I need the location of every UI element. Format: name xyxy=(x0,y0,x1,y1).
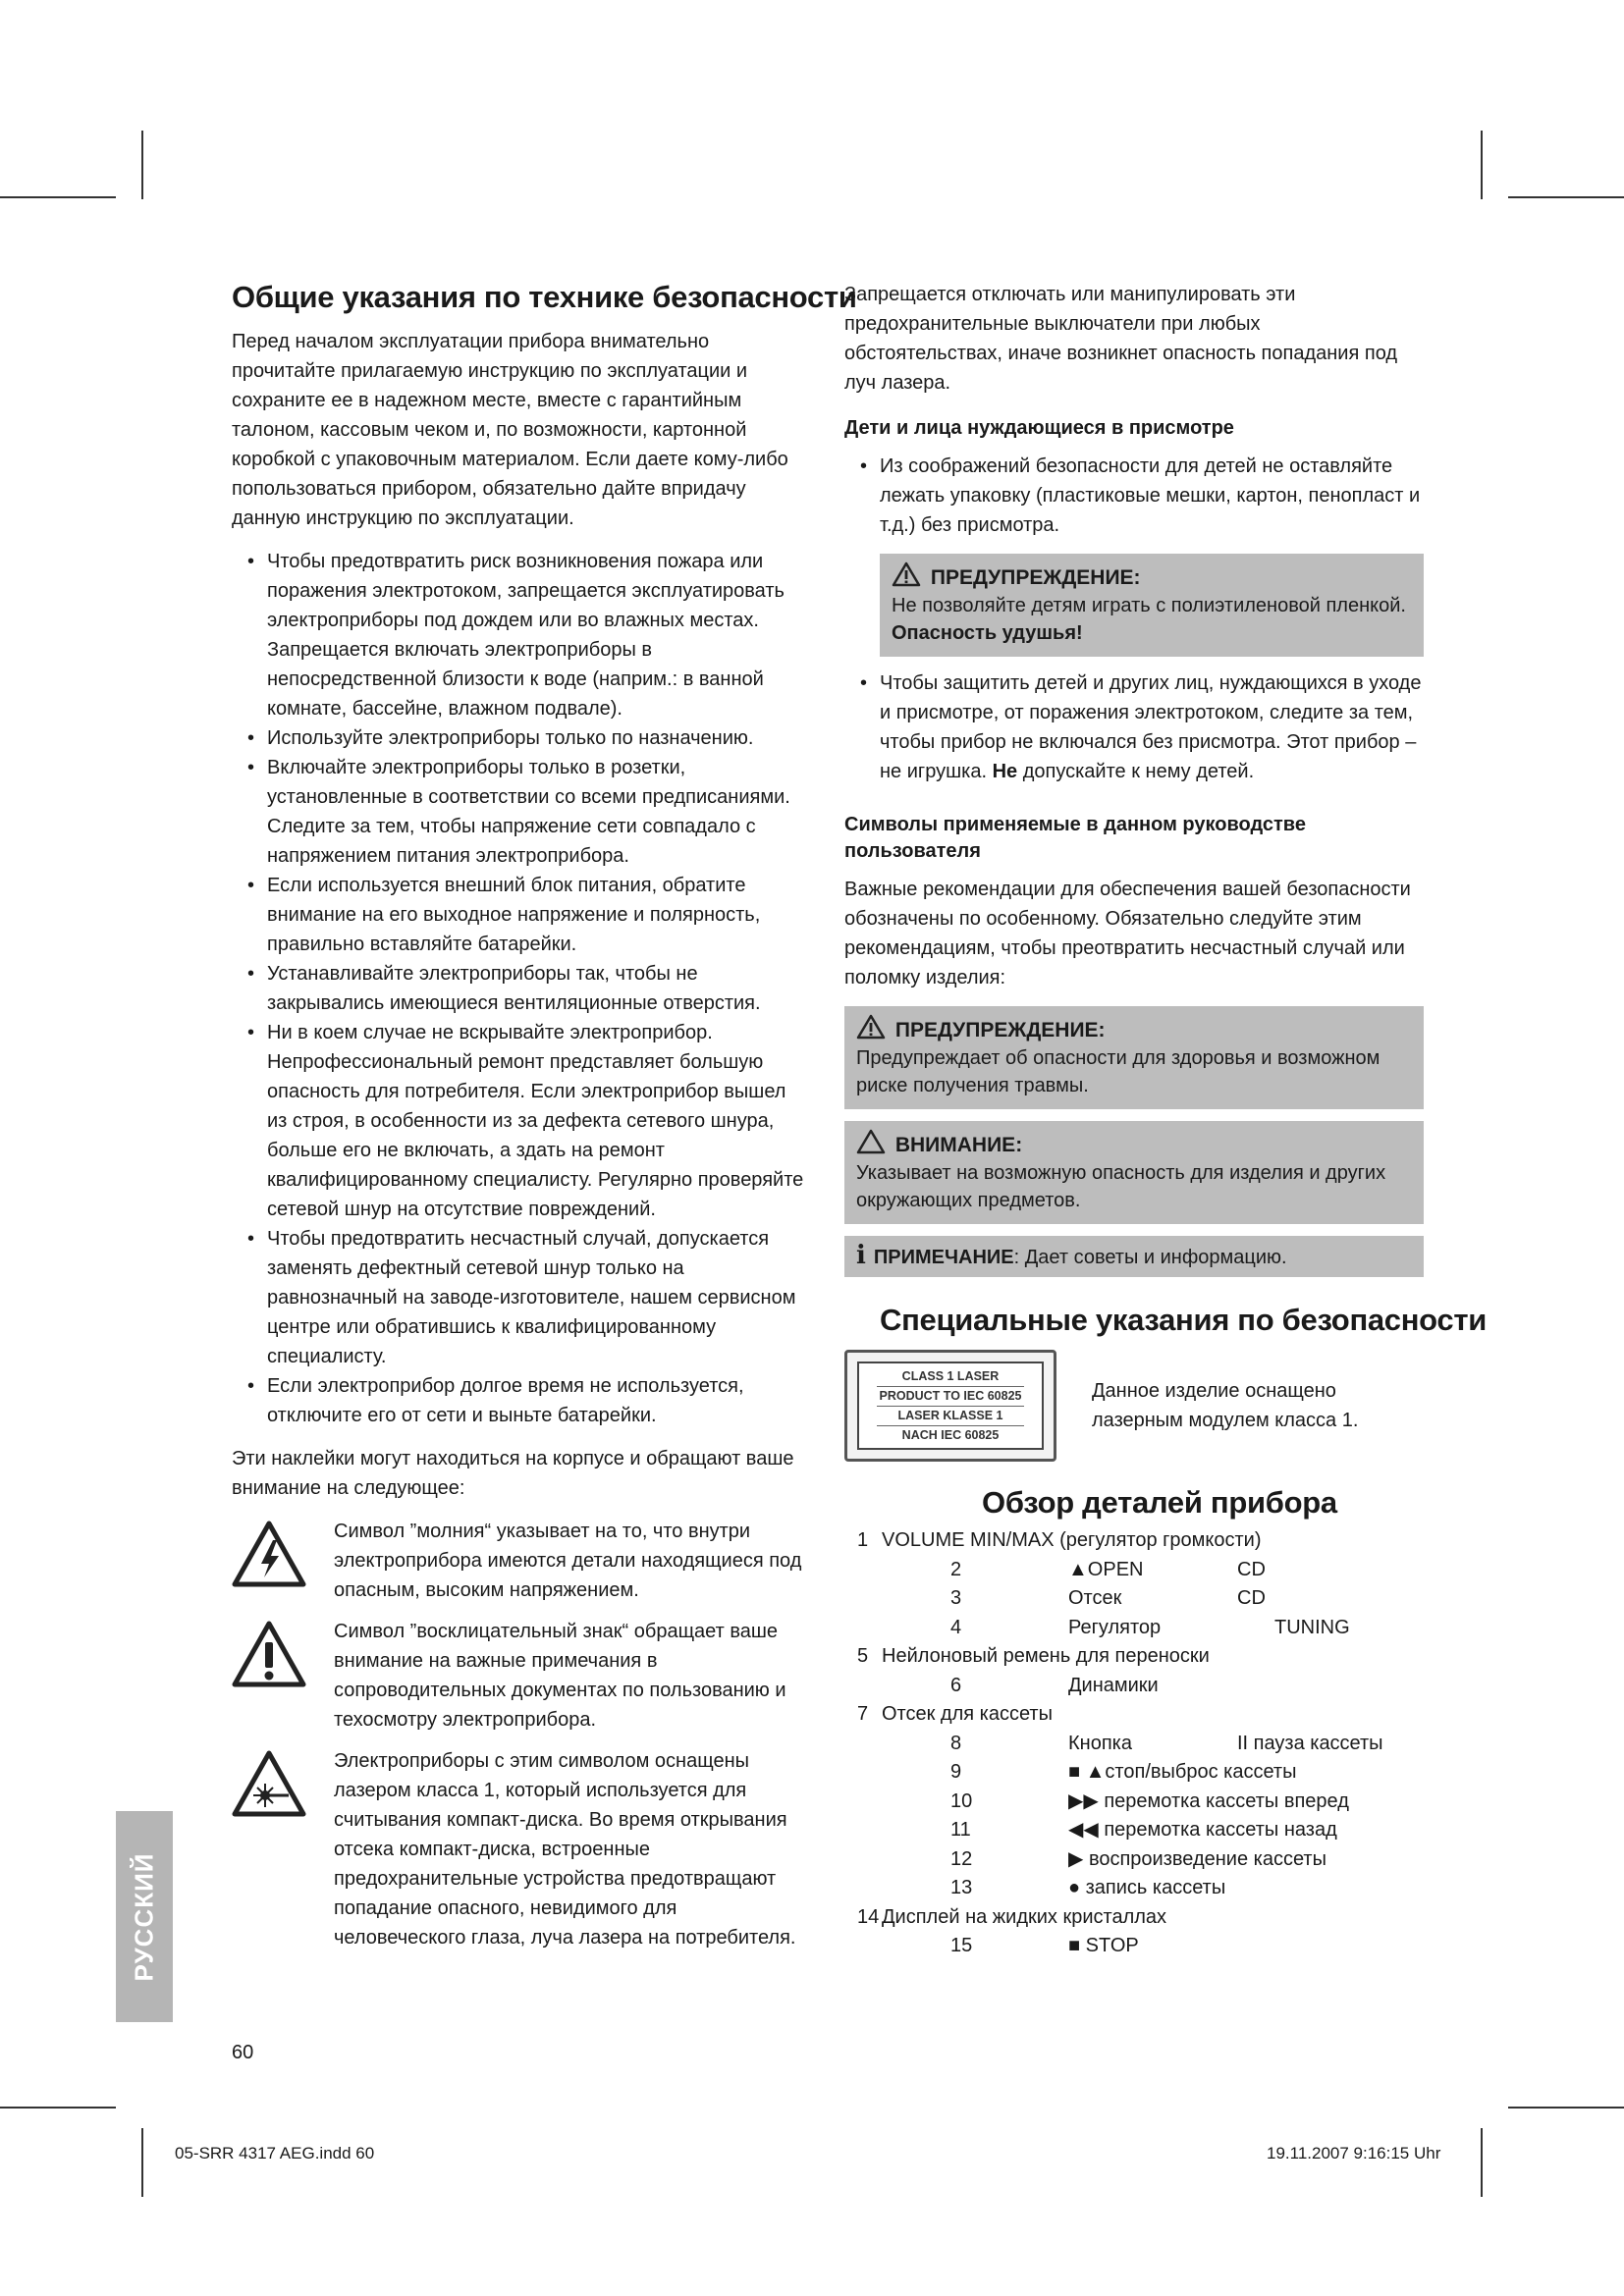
safety-bullet: • Если используется внешний блок питания, обратите внимание на его выходное напряжение и полярность, правильно вставляйте батарейки. xyxy=(232,871,811,959)
part-number: 11 xyxy=(950,1819,971,1841)
section-title-special-safety: Специальные указания по безопасности xyxy=(880,1303,1487,1337)
note-text: : Дает советы и информацию. xyxy=(1013,1247,1287,1268)
symbol-exclamation-text: Символ ”восклицательный знак“ обращает ваше внимание на важные примечания в сопроводительных документах по пользованию и техосмотру электроприбора. xyxy=(334,1621,786,1731)
safety-bullet: • Устанавливайте электроприборы так, чтобы не закрывались имеющиеся вентиляционные отверстия. xyxy=(232,959,811,1018)
parts-list-item xyxy=(844,1903,1424,1933)
part-number: 13 xyxy=(950,1877,973,1898)
part-label: ▶▶ перемотка кассеты вперед xyxy=(1068,1789,1349,1812)
safety-bullet: • Включайте электроприборы только в розетки, установленные в соответствии со всеми предписаниями. Следите за тем, чтобы напряжение сети совпадало с напряжением питания электроприбора. xyxy=(232,753,811,871)
left-column xyxy=(232,280,857,1964)
caution-text: Указывает на возможную опасность для изделия и других окружающих предметов. xyxy=(856,1162,1386,1211)
safety-bullet: • Чтобы предотвратить риск возникновения пожара или поражения электротоком, запрещается эксплуатировать электроприборы под дождем или во влажных местах. Запрещается включать электроприборы в непосредственной близости к воде (наприм.: в ванной комнате, бассейне, влажном подвале). xyxy=(232,547,811,723)
part-number: 8 xyxy=(950,1732,962,1754)
children-bullet-list xyxy=(844,452,1424,540)
stickers-intro: Эти наклейки могут находиться на корпусе и обращают ваше внимание на следующее: xyxy=(232,1448,794,1499)
info-icon: i xyxy=(856,1241,866,1270)
part-detail: CD xyxy=(1237,1587,1266,1609)
footer-timestamp: 19.11.2007 9:16:15 Uhr xyxy=(1267,2144,1441,2163)
part-label: Отсек для кассеты xyxy=(882,1703,1053,1725)
part-label: Кнопка xyxy=(1068,1732,1132,1754)
parts-list-item xyxy=(844,1614,1424,1643)
part-label: Дисплей на жидких кристаллах xyxy=(882,1905,1167,1928)
section-title-general-safety: Общие указания по технике безопасности xyxy=(232,280,857,314)
children-bullet: • Чтобы защитить детей и других лиц, нуждающихся в уходе и присмотре, от поражения электротоком, следите за тем, чтобы прибор не включался без присмотра. Этот прибор – не игрушка. Не допускайте к нему детей. xyxy=(844,668,1424,786)
parts-list-item xyxy=(844,1730,1424,1759)
laser-warning-icon xyxy=(232,1746,334,1822)
language-tab: РУССКИЙ xyxy=(116,1811,173,2022)
warning-text: Не позволяйте детям играть с полиэтиленовой пленкой. xyxy=(892,595,1406,616)
parts-list-item xyxy=(844,1526,1424,1556)
parts-list-item xyxy=(844,1672,1424,1701)
safety-bullet: • Если электроприбор долгое время не используется, отключите его от сети и выньте батарейки. xyxy=(232,1371,811,1430)
warning-box-suffocation xyxy=(880,554,1424,657)
symbols-paragraph: Важные рекомендации для обеспечения вашей безопасности обозначены по особенному. Обязательно следуйте этим рекомендациям, чтобы преотвратить несчастный случай или поломку изделия: xyxy=(844,879,1411,988)
caution-title: ВНИМАНИЕ: xyxy=(894,1134,1023,1156)
symbol-laser-row xyxy=(232,1746,811,1952)
children-bullet: • Из соображений безопасности для детей не оставляйте лежать упаковку (пластиковые мешки, картон, пенопласт и т.д.) без присмотра. xyxy=(844,452,1424,540)
safety-bullet: • Используйте электроприборы только по назначению. xyxy=(232,723,811,753)
parts-list-item xyxy=(844,1642,1424,1672)
crop-mark xyxy=(1508,196,1624,198)
part-label: ▶ воспроизведение кассеты xyxy=(1068,1847,1326,1870)
parts-list-item xyxy=(844,1758,1424,1788)
children-bullet-list-2 xyxy=(844,668,1424,786)
part-number: 14 xyxy=(857,1905,880,1928)
parts-list-item xyxy=(844,1584,1424,1614)
part-label: ▲OPEN xyxy=(1068,1558,1144,1580)
parts-list-item xyxy=(844,1816,1424,1845)
part-label: VOLUME MIN/MAX (регулятор громкости) xyxy=(882,1529,1262,1551)
safety-bullet-list xyxy=(232,547,811,1430)
safety-bullet: • Ни в коем случае не вскрывайте электроприбор. Непрофессиональный ремонт представляет большую опасность для потребителя. Если электроприбор вышел из строя, в особенности из за дефекта сетевого шнура, больше его не включать, а здать на ремонт квалифицированному специалисту. Регулярно проверяйте сетевой шнур на отсутствие повреждений. xyxy=(232,1018,811,1224)
children-heading: Дети и лица нуждающиеся в присмотре xyxy=(844,417,1234,439)
part-number: 2 xyxy=(950,1558,962,1580)
parts-list-item xyxy=(844,1845,1424,1875)
warning-title: ПРЕДУПРЕЖДЕНИЕ: xyxy=(930,566,1141,589)
parts-list xyxy=(844,1526,1424,1961)
warning-triangle-icon xyxy=(856,1014,886,1040)
part-detail: TUNING xyxy=(1274,1616,1350,1638)
laser-class-label: CLASS 1 LASER PRODUCT TO IEC 60825 LASER KLASSE 1 NACH IEC 60825 xyxy=(844,1350,1056,1462)
laser-safety-switch-paragraph: Запрещается отключать или манипулировать эти предохранительные выключатели при любых обстоятельствах, иначе возникнет опасность попадания под луч лазера. xyxy=(844,284,1398,394)
crop-mark xyxy=(1481,2128,1483,2197)
warning-text: Предупреждает об опасности для здоровья и возможном риске получения травмы. xyxy=(856,1047,1380,1096)
parts-list-item xyxy=(844,1874,1424,1903)
part-label: ■ STOP xyxy=(1068,1935,1139,1956)
lightning-warning-icon xyxy=(232,1517,334,1592)
warning-title: ПРЕДУПРЕЖДЕНИЕ: xyxy=(894,1019,1106,1041)
crop-mark xyxy=(1481,131,1483,199)
part-number: 12 xyxy=(950,1847,973,1870)
symbols-heading: Символы применяемые в данном руководстве пользователя xyxy=(844,814,1306,862)
warning-triangle-icon xyxy=(892,561,921,587)
part-detail: CD xyxy=(1237,1558,1266,1580)
part-number: 15 xyxy=(950,1935,973,1956)
part-label: ● запись кассеты xyxy=(1068,1877,1226,1898)
crop-mark xyxy=(1508,2107,1624,2109)
note-title: ПРИМЕЧАНИЕ xyxy=(873,1247,1014,1268)
laser-class-text: Данное изделие оснащено лазерным модулем класса 1. xyxy=(1092,1380,1359,1431)
section-title-parts-overview: Обзор деталей прибора xyxy=(982,1485,1337,1520)
warning-box-health xyxy=(844,1006,1424,1109)
parts-list-item xyxy=(844,1700,1424,1730)
part-number: 5 xyxy=(857,1645,869,1667)
part-label: Отсек xyxy=(1068,1587,1122,1609)
warning-bold-text: Опасность удушья! xyxy=(892,622,1083,644)
parts-list-item xyxy=(844,1932,1424,1961)
footer-file-info: 05-SRR 4317 AEG.indd 60 xyxy=(175,2144,375,2163)
parts-list-item xyxy=(844,1788,1424,1817)
crop-mark xyxy=(0,196,116,198)
symbol-exclamation-row xyxy=(232,1617,811,1735)
crop-mark xyxy=(141,2128,143,2197)
exclamation-warning-icon xyxy=(232,1617,334,1692)
crop-mark xyxy=(0,2107,116,2109)
part-number: 10 xyxy=(950,1789,973,1812)
part-label: ◀◀ перемотка кассеты назад xyxy=(1068,1819,1337,1841)
part-label: Динамики xyxy=(1068,1674,1159,1696)
parts-list-item xyxy=(844,1556,1424,1585)
part-detail: II пауза кассеты xyxy=(1237,1732,1383,1754)
note-box xyxy=(844,1236,1424,1277)
laser-class-row xyxy=(844,1350,1424,1462)
right-column xyxy=(844,280,1487,1961)
part-label: Регулятор xyxy=(1068,1616,1162,1638)
intro-paragraph: Перед началом эксплуатации прибора внимательно прочитайте прилагаемую инструкцию по эксплуатации и сохраните ее в надежном месте, вместе с гарантийным талоном, кассовым чеком и, по возможности, картонной коробкой с упаковочным материалом. Если даете кому-либо попользоваться прибором, обязательно дайте впридачу данную инструкцию по эксплуатации. xyxy=(232,331,788,529)
part-number: 1 xyxy=(857,1529,869,1551)
safety-bullet: • Чтобы предотвратить несчастный случай, допускается заменять дефектный сетевой шнур только на равнозначный на заводе-изготовителе, нашем сервисном центре или обратившись к квалифицированному специалисту. xyxy=(232,1224,811,1371)
caution-box xyxy=(844,1121,1424,1224)
part-number: 3 xyxy=(950,1587,962,1609)
part-number: 7 xyxy=(857,1703,869,1725)
part-number: 9 xyxy=(950,1761,962,1783)
part-number: 4 xyxy=(950,1616,962,1638)
page-number: 60 xyxy=(232,2042,254,2063)
part-number: 6 xyxy=(950,1674,962,1696)
symbol-lightning-row xyxy=(232,1517,811,1605)
crop-mark xyxy=(141,131,143,199)
part-label: Нейлоновый ремень для переноски xyxy=(882,1645,1210,1667)
caution-triangle-icon xyxy=(856,1129,886,1154)
part-label: ■ ▲стоп/выброс кассеты xyxy=(1068,1761,1297,1783)
symbol-lightning-text: Символ ”молния“ указывает на то, что внутри электроприбора имеются детали находящиеся под опасным, высоким напряжением. xyxy=(334,1521,802,1601)
symbol-laser-text: Электроприборы с этим символом оснащены лазером класса 1, который используется для считывания компакт-диска. Во время открывания отсека компакт-диска, встроенные предохранительные устройства предотвращают попадание опасного, невидимого для человеческого глаза, луча лазера на потребителя. xyxy=(334,1750,796,1949)
